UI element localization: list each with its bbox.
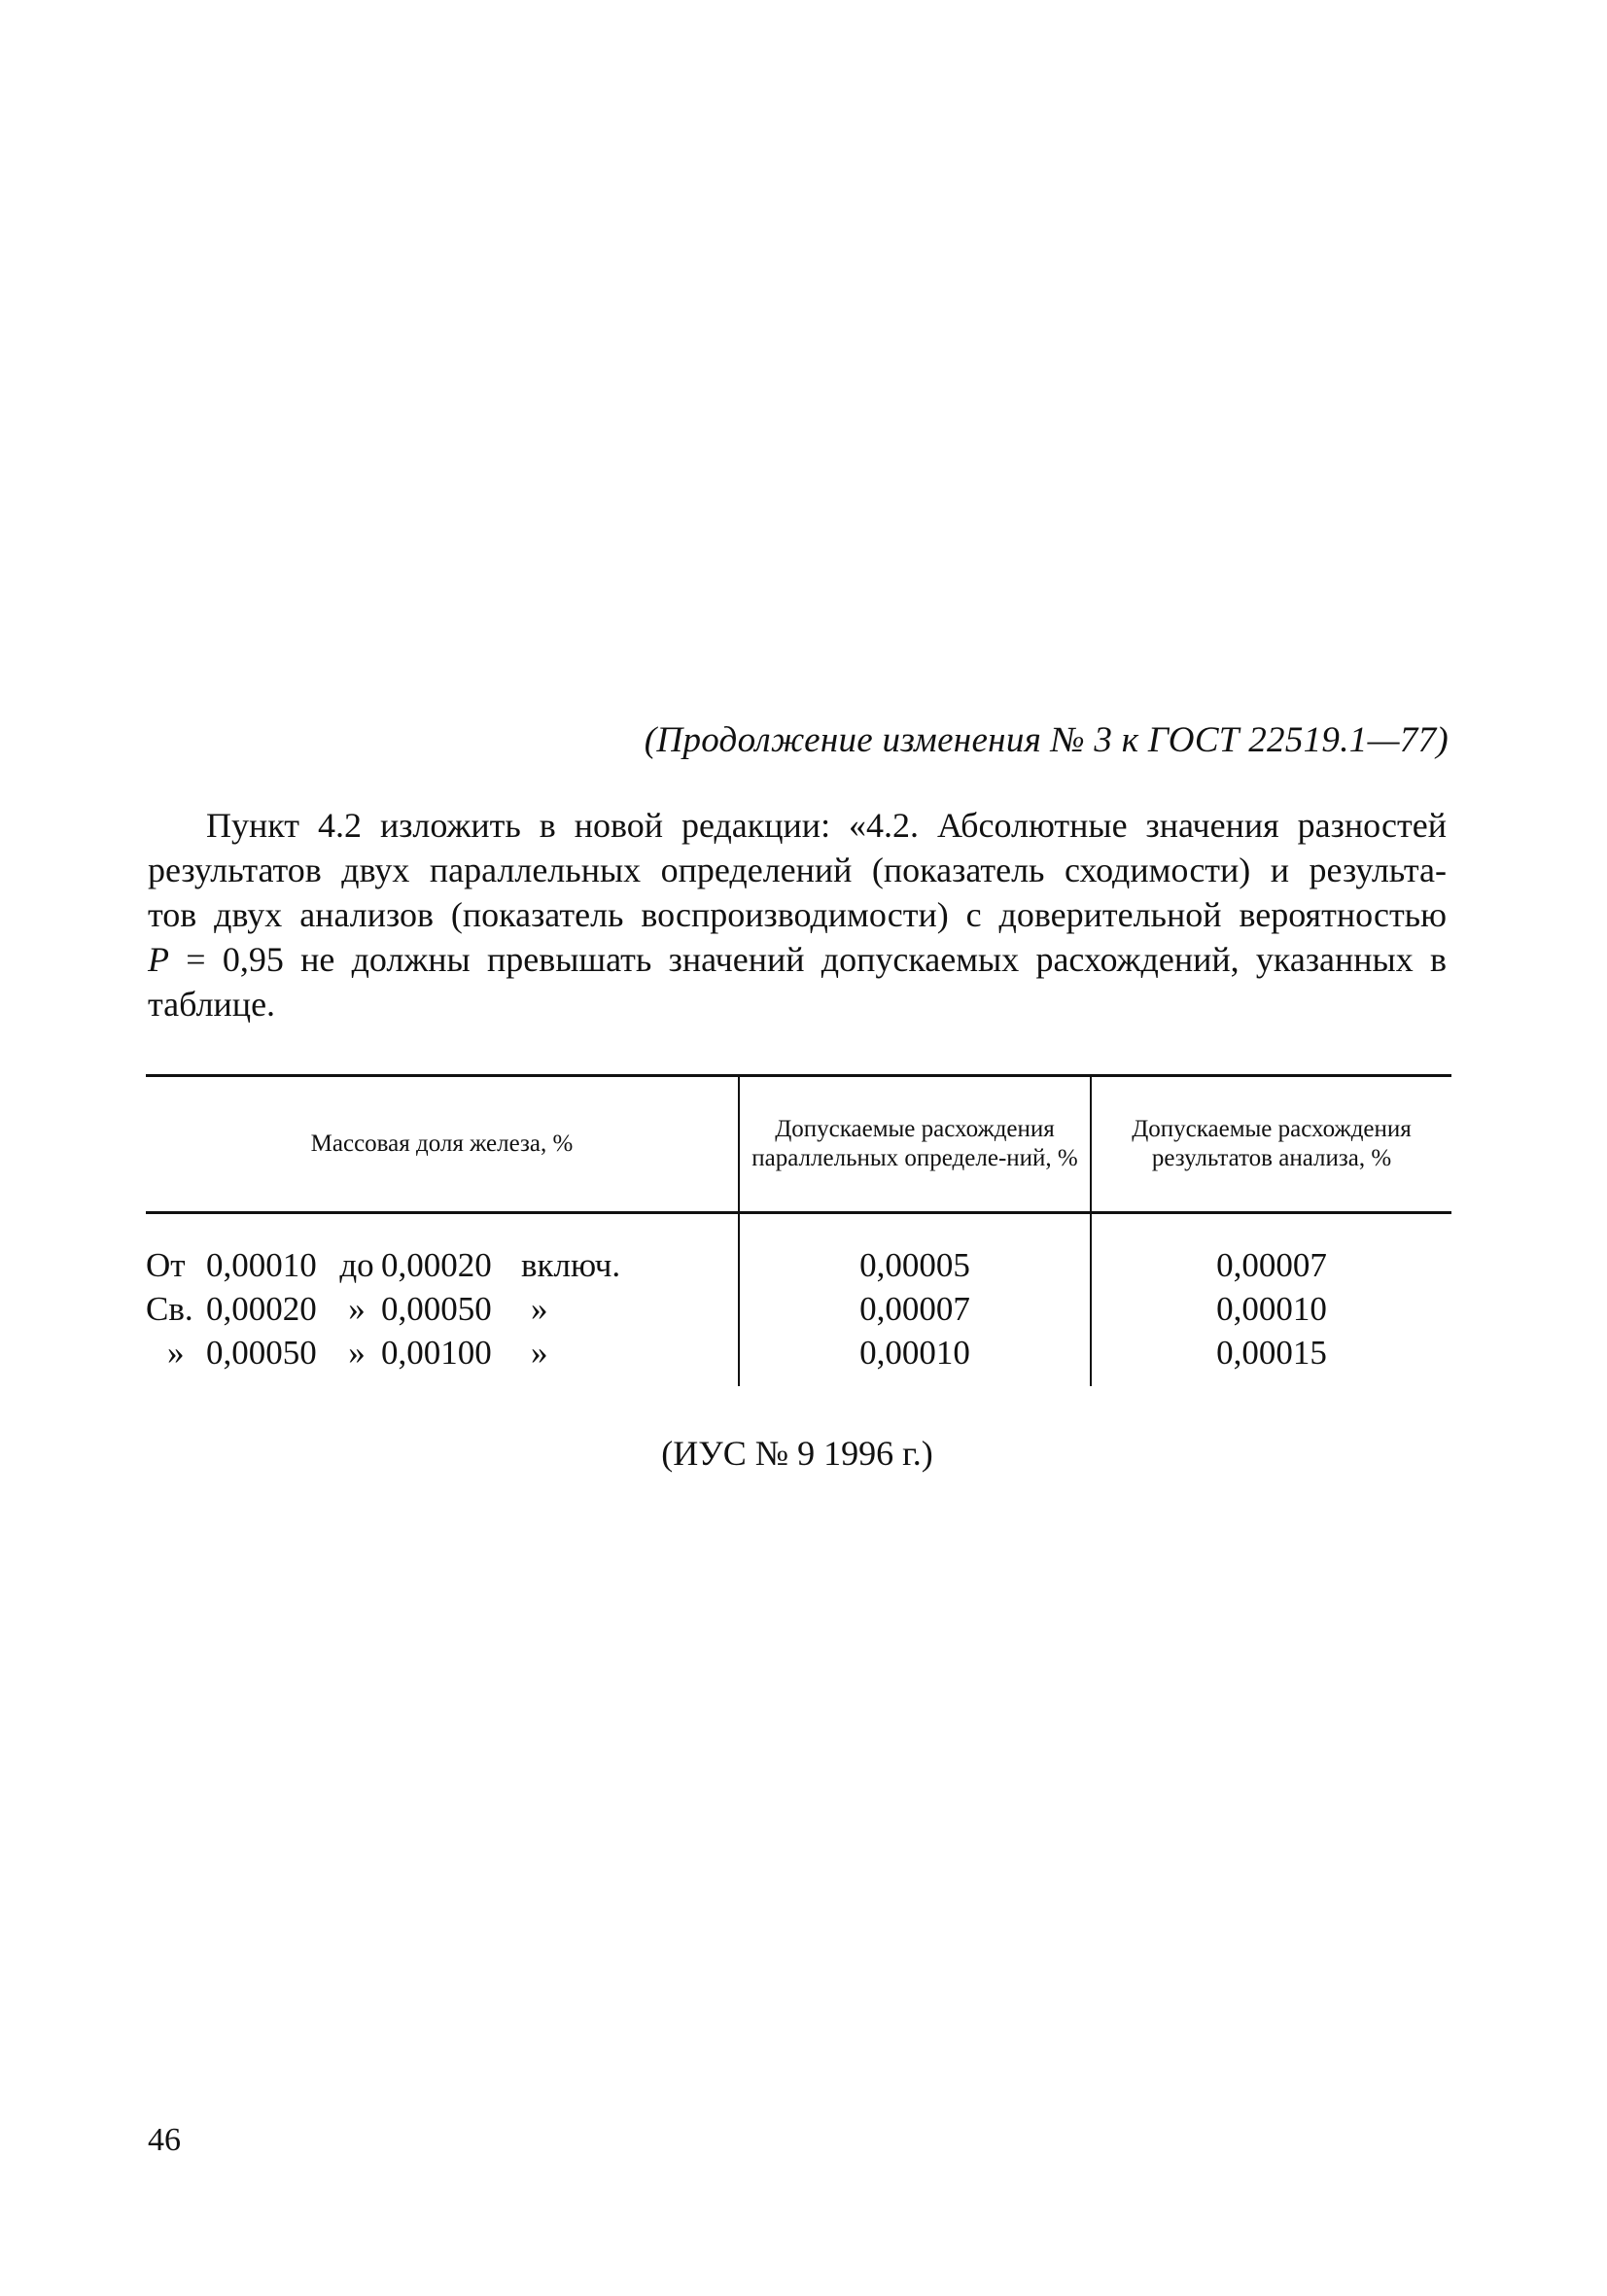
probability-symbol: P bbox=[148, 940, 169, 979]
table-header-row bbox=[146, 1076, 1451, 1213]
analysis-tolerance-value: 0,00010 bbox=[1091, 1287, 1451, 1331]
parallel-tolerance-value: 0,00007 bbox=[739, 1287, 1091, 1331]
range-prefix: От bbox=[146, 1246, 186, 1284]
analysis-tolerance-value: 0,00015 bbox=[1091, 1331, 1451, 1386]
range-suffix: » bbox=[531, 1334, 548, 1372]
paragraph-line: результатов двух параллельных определений (показатель сходимости) и результа- bbox=[148, 851, 1447, 889]
range-cell bbox=[146, 1331, 739, 1386]
range-to: 0,00050 bbox=[381, 1290, 492, 1328]
range-separator: до bbox=[339, 1246, 374, 1284]
paragraph-line: тов двух анализов (показатель воспроизводимости) с доверительной вероятностью bbox=[148, 895, 1447, 934]
amendment-paragraph bbox=[148, 803, 1447, 1026]
header-iron-mass-fraction: Массовая доля железа, % bbox=[310, 1131, 574, 1157]
tolerance-table bbox=[146, 1074, 1451, 1386]
range-to: 0,00020 bbox=[381, 1246, 492, 1284]
range-to: 0,00100 bbox=[381, 1334, 492, 1372]
range-from: 0,00010 bbox=[206, 1246, 317, 1284]
paragraph-line-probability bbox=[148, 937, 1447, 982]
header-parallel-tolerance: Допускаемые расхождения параллельных определе-ний, % bbox=[739, 1076, 1091, 1213]
range-prefix: Св. bbox=[146, 1290, 193, 1328]
range-from: 0,00050 bbox=[206, 1334, 317, 1372]
range-prefix: » bbox=[167, 1334, 185, 1372]
ius-reference: (ИУС № 9 1996 г.) bbox=[661, 1434, 933, 1473]
parallel-tolerance-value: 0,00005 bbox=[739, 1213, 1091, 1288]
paragraph-line-rest: = 0,95 не должны превышать значений допускаемых расхождений, указанных в bbox=[169, 940, 1447, 979]
range-cell bbox=[146, 1213, 739, 1288]
table-row bbox=[146, 1287, 1451, 1331]
range-separator: » bbox=[348, 1290, 366, 1328]
tolerance-table-wrap bbox=[146, 1074, 1451, 1386]
paragraph-line: Пункт 4.2 изложить в новой редакции: «4.2. Абсолютные значения разностей bbox=[206, 806, 1447, 845]
parallel-tolerance-value: 0,00010 bbox=[739, 1331, 1091, 1386]
page-number: 46 bbox=[148, 2122, 181, 2158]
table-row bbox=[146, 1213, 1451, 1288]
range-suffix: » bbox=[531, 1290, 548, 1328]
header-analysis-tolerance: Допускаемые расхождения результатов анализа, % bbox=[1091, 1076, 1451, 1213]
range-separator: » bbox=[348, 1334, 366, 1372]
table-row bbox=[146, 1331, 1451, 1386]
range-cell bbox=[146, 1287, 739, 1331]
continuation-header: (Продолжение изменения № 3 к ГОСТ 22519.1—77) bbox=[644, 720, 1449, 760]
range-from: 0,00020 bbox=[206, 1290, 317, 1328]
analysis-tolerance-value: 0,00007 bbox=[1091, 1213, 1451, 1288]
range-suffix: включ. bbox=[521, 1246, 621, 1284]
paragraph-line: таблице. bbox=[148, 985, 276, 1024]
